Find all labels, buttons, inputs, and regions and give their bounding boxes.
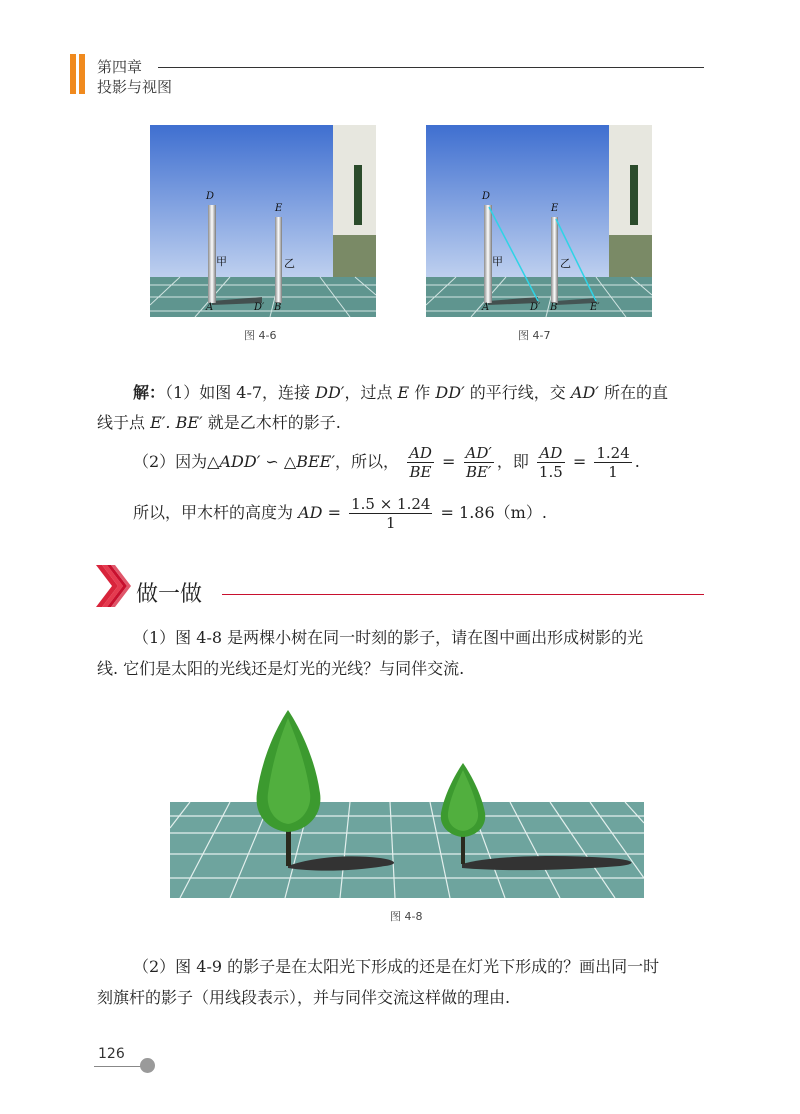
label-B: B: [274, 302, 282, 313]
label-E: E: [275, 203, 283, 214]
text: ，即: [496, 452, 529, 471]
text: 所在的直: [598, 383, 668, 402]
section-chevron-icon: [96, 565, 136, 607]
solution-label: 解：: [133, 383, 166, 402]
math: AD′: [570, 383, 599, 402]
text: ，过点: [344, 383, 398, 402]
text: 的平行线，交: [464, 383, 571, 402]
math: E′. BE′: [150, 413, 203, 432]
section-rule: [222, 594, 704, 595]
label-E: E: [551, 203, 559, 214]
page-number-dot-icon: [140, 1058, 155, 1073]
text: =: [322, 503, 341, 522]
text: = 1.86（m）.: [440, 503, 547, 522]
question-2-line-2: 刻旗杆的影子（用线段表示），并与同伴交流这样做的理由.: [97, 988, 511, 1007]
section-title: 做一做: [136, 582, 203, 607]
label-E-prime: E′: [590, 302, 600, 313]
text: .: [634, 452, 640, 471]
text: ∽ △: [260, 452, 297, 471]
solution-line-3: [133, 440, 640, 484]
solution-line-2: [97, 408, 341, 438]
header-accent-bar-2: [79, 54, 85, 94]
fraction-height: $\frac{1.5 \times 1.24}{1}$: [351, 495, 431, 532]
fraction-adp-bep: $\frac{AD'}{BE'}$: [465, 444, 492, 481]
fraction-ad-1-5: $\frac{AD}{1.5}$: [538, 444, 563, 481]
label-A: A: [206, 302, 214, 313]
question-1-line-1: （1）图 4-8 是两棵小树在同一时刻的影子，请在图中画出形成树影的光: [133, 628, 644, 647]
text: ，所以，: [334, 452, 399, 471]
figure-4-6: [150, 125, 376, 317]
figure-4-8-caption: 图 4-8: [390, 910, 423, 923]
chapter-label: 第四章: [97, 58, 143, 76]
solution-line-1: [133, 378, 668, 408]
math: AD: [298, 503, 323, 522]
header-rule: [158, 67, 704, 68]
label-jia: 甲: [216, 255, 227, 268]
text: （2）因为△: [133, 452, 220, 471]
label-jia: 甲: [492, 255, 503, 268]
math: BEE′: [296, 452, 335, 471]
question-2-line-1: （2）图 4-9 的影子是在太阳光下形成的还是在灯光下形成的？画出同一时: [133, 957, 660, 976]
equals: =: [572, 452, 587, 471]
header-accent-bar: [70, 54, 76, 94]
solution-line-4: [133, 491, 547, 535]
text: 就是乙木杆的影子.: [202, 413, 341, 432]
question-1-line-2: 线. 它们是太阳的光线还是灯光的光线？与同伴交流.: [97, 659, 465, 678]
label-D: D: [206, 191, 215, 202]
text: 所以，甲木杆的高度为: [133, 503, 299, 522]
chapter-subtitle: 投影与视图: [97, 78, 173, 96]
page-number: 126: [98, 1046, 125, 1062]
math: ADD′: [219, 452, 261, 471]
text: 作: [409, 383, 436, 402]
label-B: B: [550, 302, 558, 313]
math: DD′: [315, 383, 345, 402]
fraction-ad-be: $\frac{AD}{BE}$: [409, 444, 432, 481]
label-yi: 乙: [284, 257, 295, 270]
label-D-prime: D′: [254, 302, 265, 313]
figure-4-7-caption: 图 4-7: [518, 329, 551, 342]
label-D-prime: D′: [530, 302, 541, 313]
label-yi: 乙: [560, 257, 571, 270]
text: 线于点: [97, 413, 151, 432]
math: DD′: [435, 383, 465, 402]
figure-4-8: [170, 708, 644, 898]
label-A: A: [482, 302, 490, 313]
math: E: [397, 383, 410, 402]
text: （1）如图 4-7，连接: [165, 383, 316, 402]
label-D: D: [482, 191, 491, 202]
page-number-rule: [94, 1066, 142, 1067]
figure-4-6-caption: 图 4-6: [244, 329, 277, 342]
equals: =: [442, 452, 456, 471]
figure-4-7: [426, 125, 652, 317]
fraction-1-24-1: $\frac{1.24}{1}$: [596, 444, 630, 481]
